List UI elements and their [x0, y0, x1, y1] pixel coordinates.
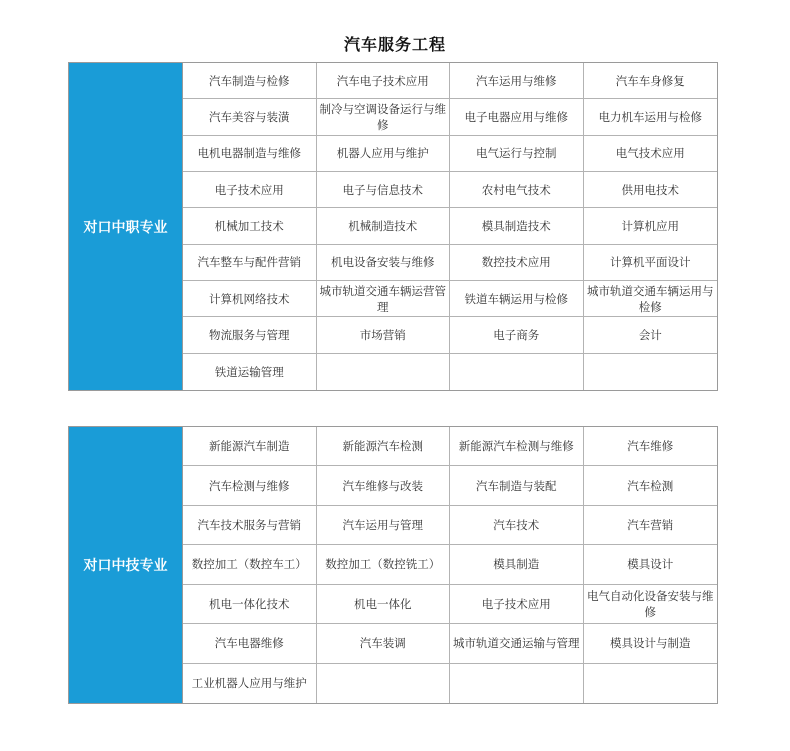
- empty-cell: [450, 354, 584, 390]
- table-cell: 机器人应用与维护: [317, 136, 451, 172]
- table-cell: 模具设计: [584, 545, 718, 584]
- table-cell: 计算机应用: [584, 208, 718, 244]
- table-cell: 汽车运用与维修: [450, 63, 584, 99]
- table-cell: 机械加工技术: [183, 208, 317, 244]
- table-cell: 汽车电子技术应用: [317, 63, 451, 99]
- table-cell: 物流服务与管理: [183, 317, 317, 353]
- table-cell: 会计: [584, 317, 718, 353]
- table-cell: 汽车制造与装配: [450, 466, 584, 505]
- table-cell: 供用电技术: [584, 172, 718, 208]
- table-cell: 电子技术应用: [450, 585, 584, 624]
- table-cell: 电子电器应用与维修: [450, 99, 584, 135]
- empty-cell: [584, 664, 718, 703]
- table-cell: 机械制造技术: [317, 208, 451, 244]
- table-cell: 汽车检测: [584, 466, 718, 505]
- table-cell: 农村电气技术: [450, 172, 584, 208]
- table-cell: 新能源汽车制造: [183, 427, 317, 466]
- table-cell: 机电设备安装与维修: [317, 245, 451, 281]
- table-cell: 汽车制造与检修: [183, 63, 317, 99]
- table-cell: 汽车美容与装潢: [183, 99, 317, 135]
- table-cell: 模具设计与制造: [584, 624, 718, 663]
- table-cell: 铁道运输管理: [183, 354, 317, 390]
- table-cell: 市场营销: [317, 317, 451, 353]
- empty-cell: [584, 354, 718, 390]
- table-cell: 电力机车运用与检修: [584, 99, 718, 135]
- empty-cell: [450, 664, 584, 703]
- majors-grid-secondary-vocational: [183, 63, 717, 390]
- table-cell: 电气技术应用: [584, 136, 718, 172]
- section-technical-school: [68, 426, 718, 704]
- table-cell: 机电一体化: [317, 585, 451, 624]
- table-cell: 汽车车身修复: [584, 63, 718, 99]
- table-cell: 汽车技术服务与营销: [183, 506, 317, 545]
- majors-grid-technical-school: [183, 427, 717, 703]
- table-cell: 计算机平面设计: [584, 245, 718, 281]
- table-cell: 汽车营销: [584, 506, 718, 545]
- table-cell: 城市轨道交通车辆运营管理: [317, 281, 451, 317]
- section-label-secondary-vocational: 对口中职专业: [69, 63, 183, 390]
- page-title: 汽车服务工程: [343, 35, 446, 54]
- table-cell: 制冷与空调设备运行与维修: [317, 99, 451, 135]
- table-cell: 模具制造技术: [450, 208, 584, 244]
- table-cell: 电气运行与控制: [450, 136, 584, 172]
- table-cell: 汽车装调: [317, 624, 451, 663]
- table-cell: 模具制造: [450, 545, 584, 584]
- table-cell: 电气自动化设备安装与维修: [584, 585, 718, 624]
- table-cell: 电子技术应用: [183, 172, 317, 208]
- table-cell: 城市轨道交通运输与管理: [450, 624, 584, 663]
- table-cell: 新能源汽车检测: [317, 427, 451, 466]
- table-cell: 数控加工（数控车工）: [183, 545, 317, 584]
- table-cell: 数控加工（数控铣工）: [317, 545, 451, 584]
- section-secondary-vocational: [68, 62, 718, 391]
- table-cell: 汽车运用与管理: [317, 506, 451, 545]
- table-cell: 汽车整车与配件营销: [183, 245, 317, 281]
- table-cell: 数控技术应用: [450, 245, 584, 281]
- table-cell: 汽车维修与改装: [317, 466, 451, 505]
- table-cell: 电机电器制造与维修: [183, 136, 317, 172]
- table-cell: 新能源汽车检测与维修: [450, 427, 584, 466]
- table-cell: 机电一体化技术: [183, 585, 317, 624]
- table-cell: 铁道车辆运用与检修: [450, 281, 584, 317]
- table-cell: 汽车检测与维修: [183, 466, 317, 505]
- empty-cell: [317, 664, 451, 703]
- section-label-technical-school: 对口中技专业: [69, 427, 183, 703]
- table-cell: 汽车电器维修: [183, 624, 317, 663]
- table-cell: 汽车维修: [584, 427, 718, 466]
- table-cell: 汽车技术: [450, 506, 584, 545]
- table-cell: 电子商务: [450, 317, 584, 353]
- table-cell: 计算机网络技术: [183, 281, 317, 317]
- empty-cell: [317, 354, 451, 390]
- table-cell: 工业机器人应用与维护: [183, 664, 317, 703]
- table-cell: 城市轨道交通车辆运用与检修: [584, 281, 718, 317]
- table-cell: 电子与信息技术: [317, 172, 451, 208]
